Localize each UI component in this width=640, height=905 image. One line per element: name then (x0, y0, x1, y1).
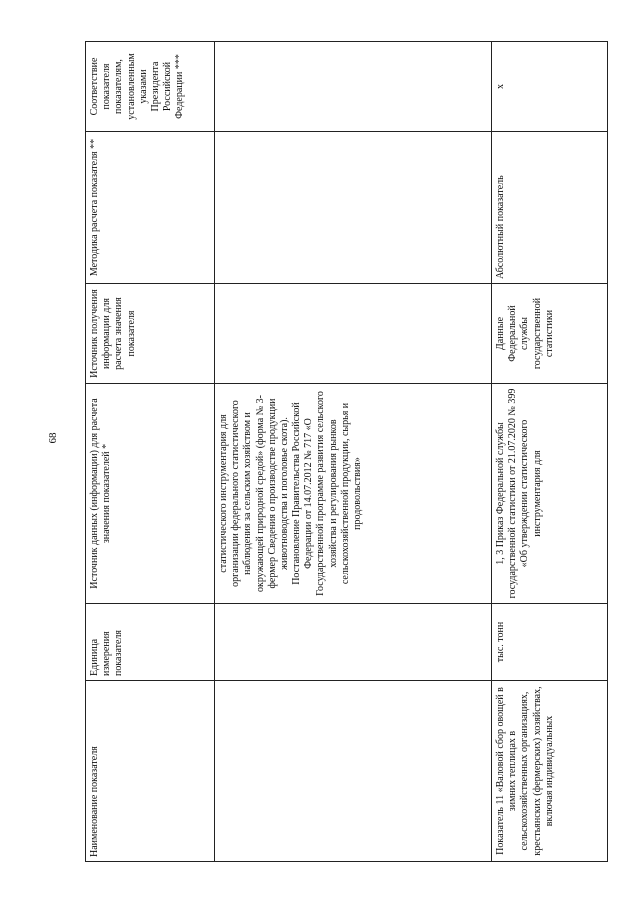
cell-name (214, 681, 491, 862)
cell-unit (214, 604, 491, 681)
header-source-data: Источник данных (информации) для расчета значения показателей * (86, 384, 215, 604)
cell-compliance: х (492, 42, 608, 132)
cell-method: Абсолютный показатель (492, 132, 608, 284)
cell-unit: тыс. тонн (492, 604, 608, 681)
page-number: 68 (47, 432, 59, 444)
table-header-row (86, 42, 215, 862)
header-compliance: Соответствие показателя показателям, установленным указами Президента Российской Федерации *** (86, 42, 215, 132)
cell-info-source (214, 284, 491, 384)
cell-method (214, 132, 491, 284)
cell-indicator-name: Показатель 11 «Валовой сбор овощей в зимних теплицах в сельскохозяйственных организациях, крестьянских (фермерских) хозяйствах, включая индивидуальных (492, 681, 608, 862)
table-row (492, 42, 608, 862)
cell-info-source: Данные Федеральной службы государственной статистики (492, 284, 608, 384)
header-unit: Единица измерения показателя (86, 604, 215, 681)
header-method: Методика расчета показателя ** (86, 132, 215, 284)
indicators-table (85, 41, 608, 862)
table-row (214, 42, 491, 862)
cell-compliance (214, 42, 491, 132)
cell-source-data: 1, 3 Приказ Федеральной службы государственной статистики от 21.07.2020 № 399 «Об утверждении статистического инструментария для (492, 384, 608, 604)
header-indicator-name: Наименование показателя (86, 681, 215, 862)
indicators-table-wrapper (85, 42, 640, 857)
header-info-source: Источник получения информации для расчета значения показателя (86, 284, 215, 384)
cell-source-data: статистического инструментария для организации федерального статистического наблюдения за сельским хозяйством и окружающей природной средой» (форма № 3-фермер Сведения о производстве продукции животноводства и поголовье скота). Постановление Правительства Российской Федерации от 14.07.2012 № 717 «О Государственной программе развития сельского хозяйства и регулирования рынков сельскохозяйственной продукции, сырья и продовольствия» (214, 384, 491, 604)
